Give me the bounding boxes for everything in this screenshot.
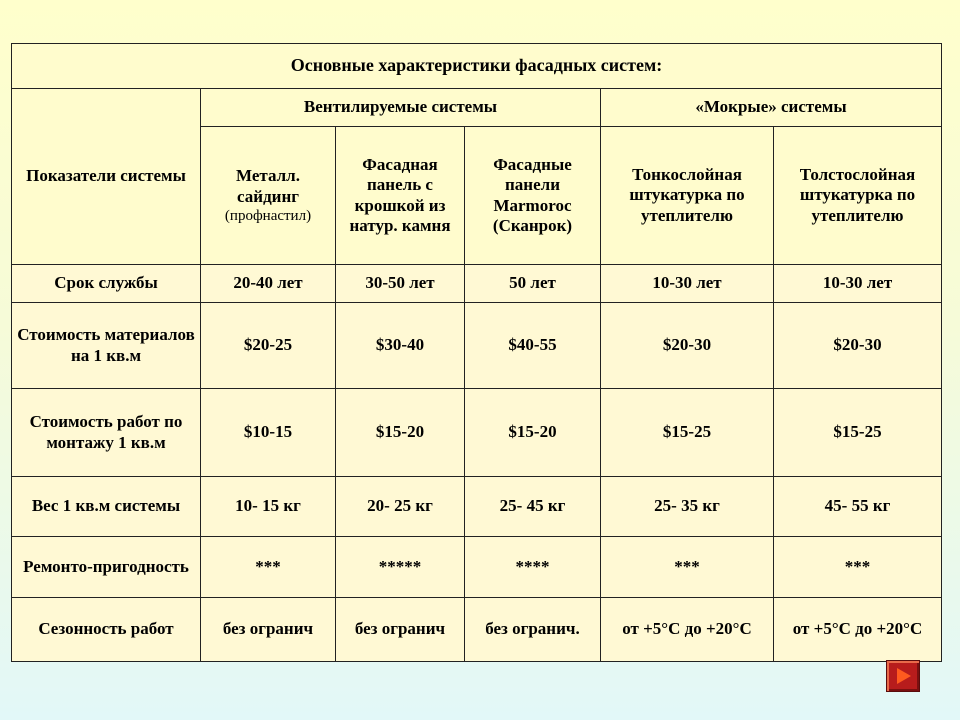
table-cell: без огранич.	[465, 598, 601, 662]
table-cell: $15-20	[465, 389, 601, 477]
facade-systems-table	[11, 43, 942, 662]
group-header-wet: «Мокрые» системы	[601, 89, 942, 127]
table-cell: без огранич	[336, 598, 465, 662]
column-header-marmoroc: Фасадные панели Marmoroc (Сканрок)	[465, 127, 601, 265]
row-label: Срок службы	[12, 265, 201, 303]
column-header-metal-siding	[201, 127, 336, 265]
play-arrow-icon	[897, 668, 911, 684]
table-cell: $15-20	[336, 389, 465, 477]
table-cell: ***	[601, 537, 774, 598]
row-label: Сезонность работ	[12, 598, 201, 662]
table-row	[12, 389, 942, 477]
table-cell: 30-50 лет	[336, 265, 465, 303]
table-cell: ****	[465, 537, 601, 598]
table-cell: от +5°С до +20°С	[601, 598, 774, 662]
table-row	[12, 537, 942, 598]
table-title-row	[12, 44, 942, 89]
table-row	[12, 303, 942, 389]
table-row	[12, 265, 942, 303]
table-cell: $40-55	[465, 303, 601, 389]
table-title: Основные характеристики фасадных систем:	[12, 44, 942, 89]
table-cell: $15-25	[601, 389, 774, 477]
column-header-stone-panel: Фасадная панель с крошкой из натур. камня	[336, 127, 465, 265]
table-cell: 20- 25 кг	[336, 477, 465, 537]
table-cell: $10-15	[201, 389, 336, 477]
row-label: Ремонто-пригодность	[12, 537, 201, 598]
table-row	[12, 598, 942, 662]
table-cell: ***	[774, 537, 942, 598]
row-label: Стоимость работ по монтажу 1 кв.м	[12, 389, 201, 477]
table-cell: 25- 35 кг	[601, 477, 774, 537]
next-slide-button[interactable]	[886, 660, 920, 692]
table-cell: без огранич	[201, 598, 336, 662]
table-cell: $20-25	[201, 303, 336, 389]
table-cell: 50 лет	[465, 265, 601, 303]
group-header-ventilated: Вентилируемые системы	[201, 89, 601, 127]
column-header-thick-plaster: Толстослойная штукатурка по утеплителю	[774, 127, 942, 265]
table-cell: 10-30 лет	[601, 265, 774, 303]
table-cell: $20-30	[601, 303, 774, 389]
table-cell: 20-40 лет	[201, 265, 336, 303]
table-cell: $30-40	[336, 303, 465, 389]
column-header-label: Металл. сайдинг	[236, 166, 300, 206]
table-cell: ***	[201, 537, 336, 598]
table-cell: $20-30	[774, 303, 942, 389]
table-cell: от +5°С до +20°С	[774, 598, 942, 662]
column-header-sublabel: (профнастил)	[224, 207, 312, 224]
group-header-row	[12, 89, 942, 127]
table-cell: 10- 15 кг	[201, 477, 336, 537]
table-cell: $15-25	[774, 389, 942, 477]
row-label: Стоимость материалов на 1 кв.м	[12, 303, 201, 389]
column-header-thin-plaster: Тонкослойная штукатурка по утеплителю	[601, 127, 774, 265]
table-cell: 25- 45 кг	[465, 477, 601, 537]
table-cell: 10-30 лет	[774, 265, 942, 303]
row-label: Вес 1 кв.м системы	[12, 477, 201, 537]
indicator-header: Показатели системы	[12, 89, 201, 265]
table-row	[12, 477, 942, 537]
table-cell: 45- 55 кг	[774, 477, 942, 537]
table-cell: *****	[336, 537, 465, 598]
